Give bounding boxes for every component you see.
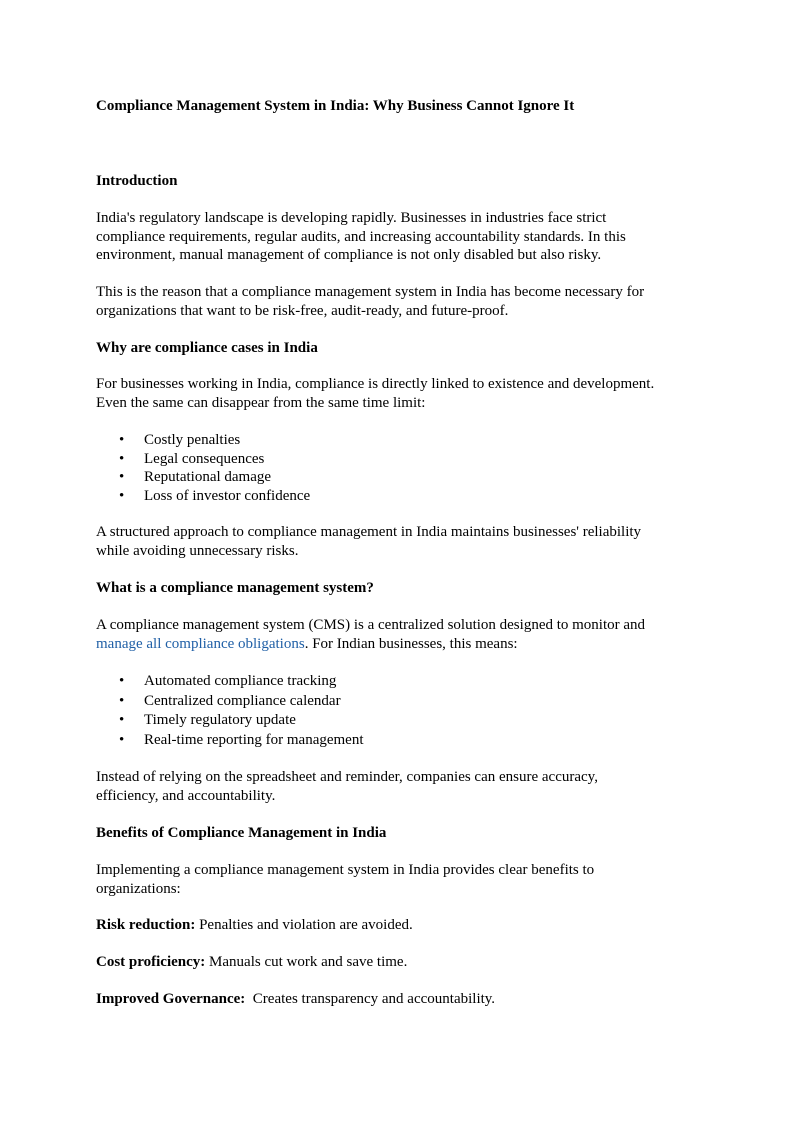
list-item <box>96 711 364 731</box>
what-paragraph <box>96 616 706 653</box>
what-after-line-1: Instead of relying on the spreadsheet and reminder, companies can ensure accuracy, <box>96 769 598 785</box>
intro-p1-line-3: environment, manual management of compliance is not only disabled but also risky. <box>96 247 602 263</box>
heading-why: Why are compliance cases in India <box>96 340 318 356</box>
intro-p2-line-2: organizations that want to be risk-free, audit-ready, and future-proof. <box>96 302 509 319</box>
list-item-text: Loss of investor confidence <box>144 487 311 504</box>
what-after-line-2: efficiency, and accountability. <box>96 787 276 804</box>
bullet-icon: • <box>119 487 125 504</box>
why-p-line-2: Even the same can disappear from the same time limit: <box>96 394 426 411</box>
what-p-line-2-rest: . For Indian businesses, this means: <box>304 635 518 652</box>
benefit-risk-reduction <box>96 916 413 935</box>
benefit-text: Creates transparency and accountability. <box>245 991 496 1007</box>
why-bullet-list <box>96 431 310 505</box>
why-after-line-1: A structured approach to compliance management in India maintains businesses' reliability <box>96 524 642 540</box>
intro-p2-line-1: This is the reason that a compliance management system in India has become necessary for <box>96 284 645 300</box>
benefit-label: Cost proficiency: <box>96 954 206 970</box>
bullet-icon: • <box>119 432 125 448</box>
heading-introduction: Introduction <box>96 173 178 189</box>
list-item-text: Timely regulatory update <box>144 712 296 728</box>
bullet-icon: • <box>119 712 125 728</box>
list-item <box>96 431 310 450</box>
benefits-p-line-2: organizations: <box>96 880 181 897</box>
benefit-label: Risk reduction: <box>96 917 196 933</box>
benefits-paragraph <box>96 861 706 898</box>
benefits-p-line-1: Implementing a compliance management system in India provides clear benefits to <box>96 862 595 878</box>
benefit-improved-governance <box>96 990 495 1009</box>
benefit-text: Manuals cut work and save time. <box>205 954 408 970</box>
intro-paragraph-2 <box>96 283 706 320</box>
why-p-line-1: For businesses working in India, compliance is directly linked to existence and development. <box>96 376 655 392</box>
list-item <box>96 450 310 469</box>
why-after-paragraph <box>96 523 706 560</box>
list-item-text: Reputational damage <box>144 469 272 485</box>
list-item-text: Legal consequences <box>144 450 265 467</box>
list-item <box>96 672 364 692</box>
what-after-paragraph <box>96 768 706 805</box>
what-bullet-list <box>96 672 364 750</box>
bullet-icon: • <box>119 692 125 709</box>
what-p-line-1: A compliance management system (CMS) is a centralized solution designed to monitor and <box>96 617 646 633</box>
intro-p1-line-2: compliance requirements, regular audits, and increasing accountability standards. In this <box>96 228 626 245</box>
compliance-obligations-link[interactable]: manage all compliance obligations <box>96 635 305 652</box>
list-item <box>96 468 310 487</box>
benefit-cost-proficiency <box>96 953 407 972</box>
list-item-text: Real-time reporting for management <box>144 731 364 748</box>
list-item <box>96 692 364 712</box>
benefit-label: Improved Governance: <box>96 991 246 1007</box>
list-item <box>96 487 310 506</box>
document-title: Compliance Management System in India: Why Business Cannot Ignore It <box>96 98 575 114</box>
bullet-icon: • <box>119 450 125 467</box>
bullet-icon: • <box>119 469 125 485</box>
bullet-icon: • <box>119 673 125 689</box>
intro-p1-line-1: India's regulatory landscape is developing rapidly. Businesses in industries face strict <box>96 210 607 226</box>
list-item <box>96 731 364 751</box>
heading-benefits: Benefits of Compliance Management in India <box>96 825 387 841</box>
list-item-text: Automated compliance tracking <box>144 673 337 689</box>
benefit-text: Penalties and violation are avoided. <box>195 917 413 933</box>
why-after-line-2: while avoiding unnecessary risks. <box>96 542 299 559</box>
list-item-text: Centralized compliance calendar <box>144 692 341 709</box>
why-paragraph <box>96 375 706 412</box>
document-page <box>96 0 706 1123</box>
list-item-text: Costly penalties <box>144 432 241 448</box>
bullet-icon: • <box>119 731 125 748</box>
heading-what: What is a compliance management system? <box>96 580 374 596</box>
intro-paragraph-1 <box>96 209 706 265</box>
